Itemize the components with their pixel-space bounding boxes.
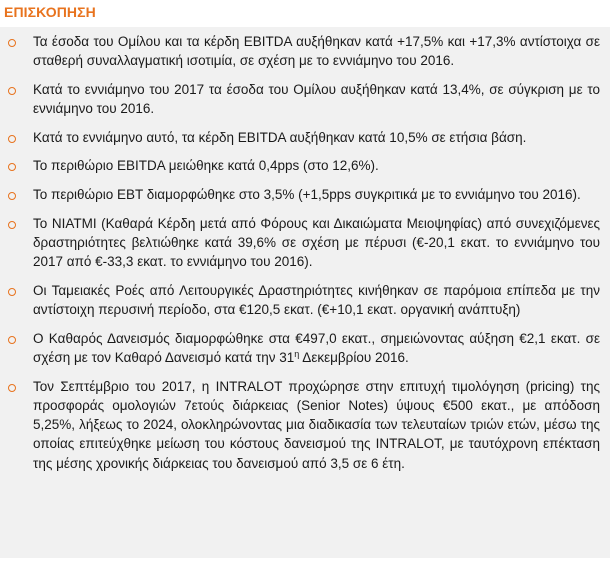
bullet-text: Το περιθώριο EBITDA μειώθηκε κατά 0,4pps (στο 12,6%).: [33, 158, 379, 174]
bullet-text: Τα έσοδα του Ομίλου και τα κέρδη EBITDA αυξήθηκαν κατά +17,5% και +17,3% αντίστοιχα σε σταθερή συναλλαγματική ισοτιμία, σε σχέση με το εννιάμηνο του 2016.: [33, 34, 600, 69]
bullet-text: [33, 331, 600, 365]
bullet-text: Τον Σεπτέμβριο του 2017, η INTRALOT προχώρησε στην επιτυχή τιμολόγηση (pricing) της προσφοράς ομολογιών 7ετούς διάρκειας (Senior Notes) ύψους €500 εκατ., με απόδοση 5,25%, λήξεως το 2024, ολοκληρώνοντας μια διαδικασία των τελευταίων τριών ετών, μέσω της οποίας επιτεύχθηκε μείωση του κόστους δανεισμού της INTRALOT, με ταυτόχρονη επέκταση της μέσης χρονικής διάρκειας του δανεισμού από 3,5 σε 6 έτη.: [33, 378, 600, 471]
hollow-circle-bullet-icon: [8, 384, 16, 392]
bullet-text-main: Ο Καθαρός Δανεισμός διαμορφώθηκε στα €497,0 εκατ., σημειώνοντας αύξηση €2,1 εκατ. σε σχέση με τον Καθαρό Δανεισμό κατά την 31: [33, 330, 600, 365]
bullet-item-1: [0, 32, 610, 71]
hollow-circle-bullet-icon: [8, 221, 16, 229]
bullet-item-4: [0, 156, 610, 175]
hollow-circle-bullet-icon: [8, 336, 16, 344]
bullet-item-8: [0, 329, 610, 368]
bullet-text-tail: Δεκεμβρίου 2016.: [299, 349, 409, 365]
hollow-circle-bullet-icon: [8, 87, 16, 95]
hollow-circle-bullet-icon: [8, 192, 16, 200]
bullet-item-2: [0, 80, 610, 119]
bullet-item-7: [0, 281, 610, 320]
hollow-circle-bullet-icon: [8, 39, 16, 47]
ordinal-superscript: η: [294, 348, 300, 359]
bullet-text: Το NIATMI (Καθαρά Κέρδη μετά από Φόρους και Δικαιώματα Μειοψηφίας) από συνεχιζόμενες δραστηριότητες βελτιώθηκε κατά 39,6% σε σχέση με πέρυσι (€-20,1 εκατ. το εννιάμηνο του 2017 από €-33,3 εκατ. το εννιάμηνο του 2016).: [33, 215, 600, 270]
bullet-item-3: [0, 128, 610, 147]
hollow-circle-bullet-icon: [8, 163, 16, 171]
highlights-list: [0, 32, 610, 482]
bullet-item-9: [0, 377, 610, 473]
bullet-text: Κατά το εννιάμηνο του 2017 τα έσοδα του Ομίλου αυξήθηκαν κατά 13,4%, σε σύγκριση με το εννιάμηνο του 2016.: [33, 81, 600, 117]
hollow-circle-bullet-icon: [8, 135, 16, 143]
hollow-circle-bullet-icon: [8, 288, 16, 296]
bullet-item-6: [0, 214, 610, 272]
bullet-text: Κατά το εννιάμηνο αυτό, τα κέρδη EBITDA αυξήθηκαν κατά 10,5% σε ετήσια βάση.: [33, 129, 527, 145]
section-heading: ΕΠΙΣΚΟΠΗΣΗ: [4, 4, 96, 20]
bullet-item-5: [0, 185, 610, 204]
bullet-text: Οι Ταμειακές Ροές από Λειτουργικές Δραστηριότητες κινήθηκαν σε παρόμοια επίπεδα με την αντίστοιχη περυσινή περίοδο, στα €120,5 εκατ. (€+10,1 εκατ. οργανική ανάπτυξη): [33, 282, 600, 318]
bullet-text: Το περιθώριο EBT διαμορφώθηκε στο 3,5% (+1,5pps συγκριτικά με το εννιάμηνο του 2016).: [33, 186, 581, 202]
